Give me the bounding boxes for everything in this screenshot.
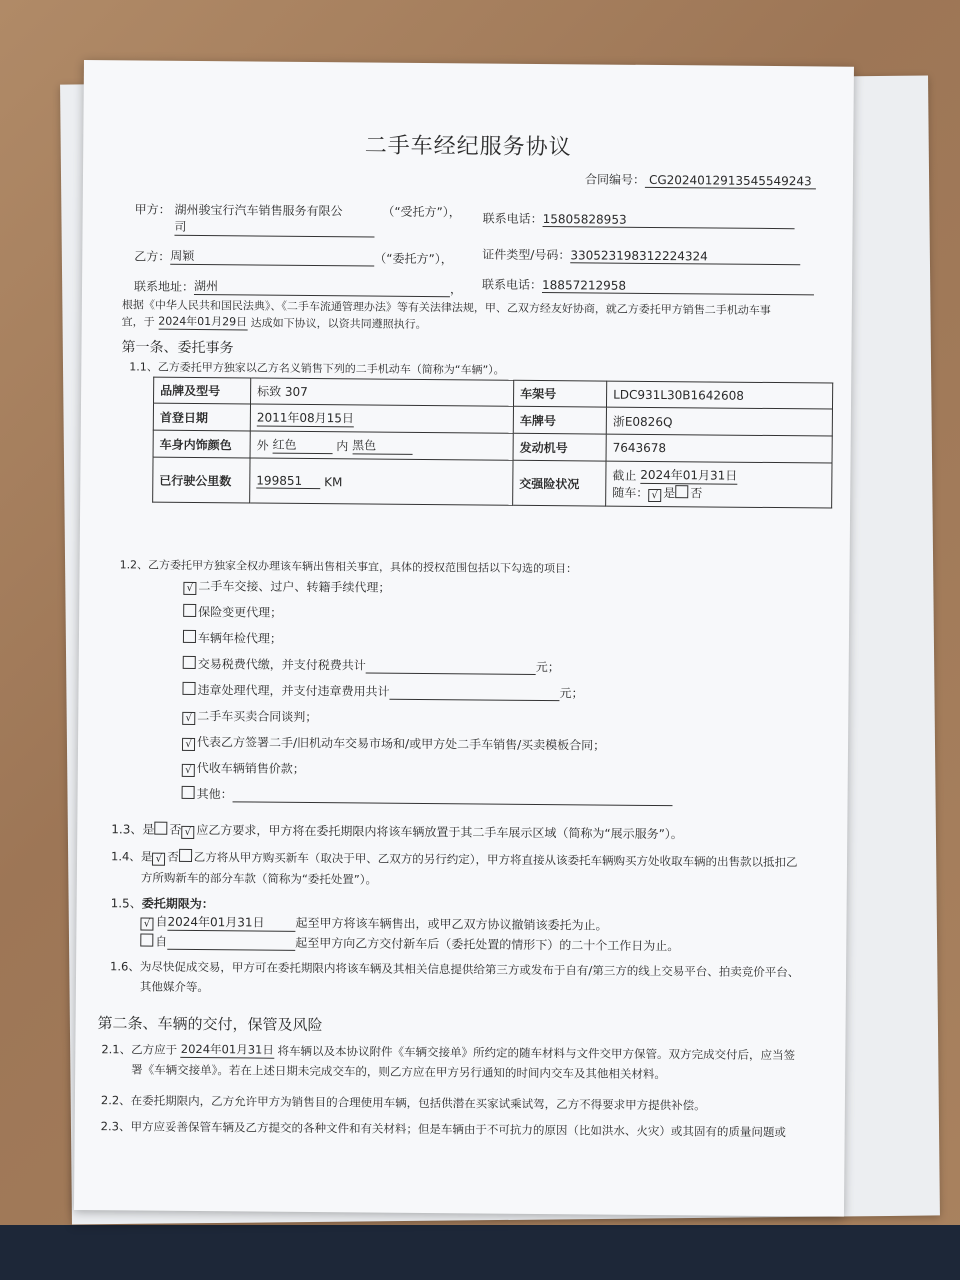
- checkbox-checked[interactable]: √: [140, 918, 153, 931]
- amount-unit: 元；: [535, 659, 560, 675]
- party-b-id: 证件类型/号码：330523198312224324: [482, 245, 800, 265]
- checkbox[interactable]: [183, 604, 196, 617]
- address-row: 联系地址：湖州 ，: [133, 278, 463, 297]
- clause-1-2: 1.2、乙方委托甲方独家全权办理该车辆出售相关事宜，具体的授权范围包括以下勾选的项目：: [119, 558, 578, 576]
- contract-sheet: [74, 60, 854, 1217]
- clause-1-1: 1.1、乙方委托甲方独家以乙方名义销售下列的二手机动车（简称为“车辆”）。: [129, 360, 505, 377]
- checkbox[interactable]: [182, 786, 195, 799]
- article-1-heading: 第一条、委托事务: [121, 339, 234, 357]
- authorization-item-label: 违章处理代理，并支付违章费用共计: [197, 683, 390, 699]
- authorization-item: [182, 681, 583, 701]
- blank-line: [389, 685, 559, 701]
- checkbox[interactable]: [675, 485, 688, 498]
- checkbox-checked[interactable]: √: [181, 826, 194, 839]
- authorization-item-label: 车辆年检代理；: [197, 631, 283, 646]
- party-b-name: 周颖: [170, 247, 374, 267]
- intro-text: 根据《中华人民共和国民法典》、《二手车流通管理办法》等有关法律法规，甲、乙双方经友好协商，就乙方委托甲方销售二手机动车事 宜，于 2024年01月29日 达成如下协议，以资共同遵照执行。: [121, 298, 771, 332]
- checkbox-checked[interactable]: √: [182, 764, 195, 777]
- party-b-phone: 联系电话：18857212958: [482, 275, 814, 295]
- checkbox[interactable]: [183, 656, 196, 669]
- document-title: 二手车经纪服务协议: [364, 133, 572, 161]
- table-row: 车身内饰颜色 外 红色 内 黑色 发动机号 7643678: [153, 430, 832, 463]
- checkbox[interactable]: [179, 849, 192, 862]
- authorization-item: [183, 655, 560, 675]
- checkbox-checked[interactable]: √: [648, 489, 661, 502]
- term-option-1: √ 自2024年01月31日 起至甲方将该车辆售出，或甲乙双方协议撤销该委托为止。: [140, 913, 607, 935]
- authorization-item: [182, 759, 305, 778]
- clause-2-1: 2.1、乙方应于 2024年01月31日 将车辆以及本协议附件《车辆交接单》所约定的随车材料与文件交甲方保管。双方完成交付后，应当签 署《车辆交接单》。若在上述日期未完成交车的，则乙方应在甲方另行通知的时间内交车及其他相关材料。: [101, 1041, 796, 1082]
- blank-line: [233, 787, 673, 806]
- clause-1-5: 1.5、委托期限为：: [110, 896, 214, 912]
- clause-2-3: 2.3、甲方应妥善保管车辆及乙方提交的各种文件和有关材料；但是车辆由于不可抗力的原因（比如洪水、火灾）或其固有的质量问题或: [100, 1119, 787, 1140]
- blank-line: [366, 658, 536, 674]
- table-row: 已行驶公里数 199851 KM 交强险状况 截止 2024年01月31日 随车： √ 是 否: [153, 457, 832, 508]
- checkbox[interactable]: [183, 630, 196, 643]
- authorization-item-label: 二手车交接、过户、转籍手续代理；: [198, 579, 391, 595]
- vehicle-table: [152, 377, 833, 509]
- article-2-heading: 第二条、车辆的交付，保管及风险: [97, 1014, 323, 1035]
- authorization-item-label: 保险变更代理；: [198, 605, 283, 620]
- authorization-item: [182, 707, 317, 726]
- checkbox-checked[interactable]: √: [183, 582, 196, 595]
- clause-1-6: 1.6、为尽快促成交易，甲方可在委托期限内将该车辆及其相关信息提供给第三方或发布于自有/第三方的线上交易平台、拍卖竞价平台、 其他媒介等。: [110, 959, 800, 995]
- authorization-item: [183, 629, 282, 647]
- background-floor: [0, 1225, 960, 1280]
- checkbox-checked[interactable]: √: [182, 712, 195, 725]
- authorization-item: [182, 785, 673, 806]
- party-a-phone: 联系电话：15805828953: [483, 209, 795, 229]
- authorization-item: [183, 577, 390, 597]
- checkbox[interactable]: [154, 822, 167, 835]
- checkbox-checked[interactable]: √: [152, 853, 165, 866]
- clause-1-4: 1.4、是 √ 否 乙方将从甲方购买新车（取决于甲、乙双方的另行约定），甲方将直接从该委托车辆购买方处收取车辆的出售款以抵扣乙 方所购新车的部分车款（简称为“委托处置”）。: [110, 849, 798, 887]
- authorization-item: [183, 603, 282, 621]
- table-row: 首登日期 2011年08月15日 车牌号 浙E0826Q: [153, 403, 832, 436]
- checkbox[interactable]: [140, 934, 153, 947]
- amount-unit: 元；: [559, 686, 584, 701]
- authorization-item-label: 代收车辆销售价款；: [196, 761, 305, 776]
- checkbox-checked[interactable]: √: [182, 738, 195, 751]
- authorization-item-label: 其他：: [196, 787, 233, 802]
- authorization-item-label: 交易税费代缴，并支付税费共计: [197, 657, 366, 673]
- clause-1-3: 1.3、是 否 √ 应乙方要求，甲方将在委托期限内将该车辆放置于其二手车展示区域（简称为“展示服务”）。: [111, 822, 683, 842]
- term-option-2: 自 起至甲方向乙方交付新车后（委托处置的情形下）的二十个工作日为止。: [140, 933, 679, 955]
- checkbox[interactable]: [182, 682, 195, 695]
- party-a-row: 甲方： 湖州骏宝行汽车销售服务有限公 司 （“受托方”），: [134, 200, 460, 238]
- authorization-item: [182, 733, 605, 755]
- party-a-name: 湖州骏宝行汽车销售服务有限公: [174, 202, 343, 219]
- party-b-row: 乙方：周颖 （“委托方”），: [134, 248, 453, 267]
- table-row: 品牌及型号 标致 307 车架号 LDC931L30B1642608: [154, 377, 833, 409]
- clause-2-2: 2.2、在委托期限内，乙方允许甲方为销售目的合理使用车辆，包括供潜在买家试乘试驾，乙方不得要求甲方提供补偿。: [100, 1093, 706, 1113]
- authorization-item-label: 二手车买卖合同谈判；: [197, 709, 318, 725]
- authorization-item-label: 代表乙方签署二手/旧机动车交易市场和/或甲方处二手车销售/买卖模板合同；: [196, 735, 606, 753]
- contract-number: 合同编号： CG2024012913545549243: [585, 170, 816, 189]
